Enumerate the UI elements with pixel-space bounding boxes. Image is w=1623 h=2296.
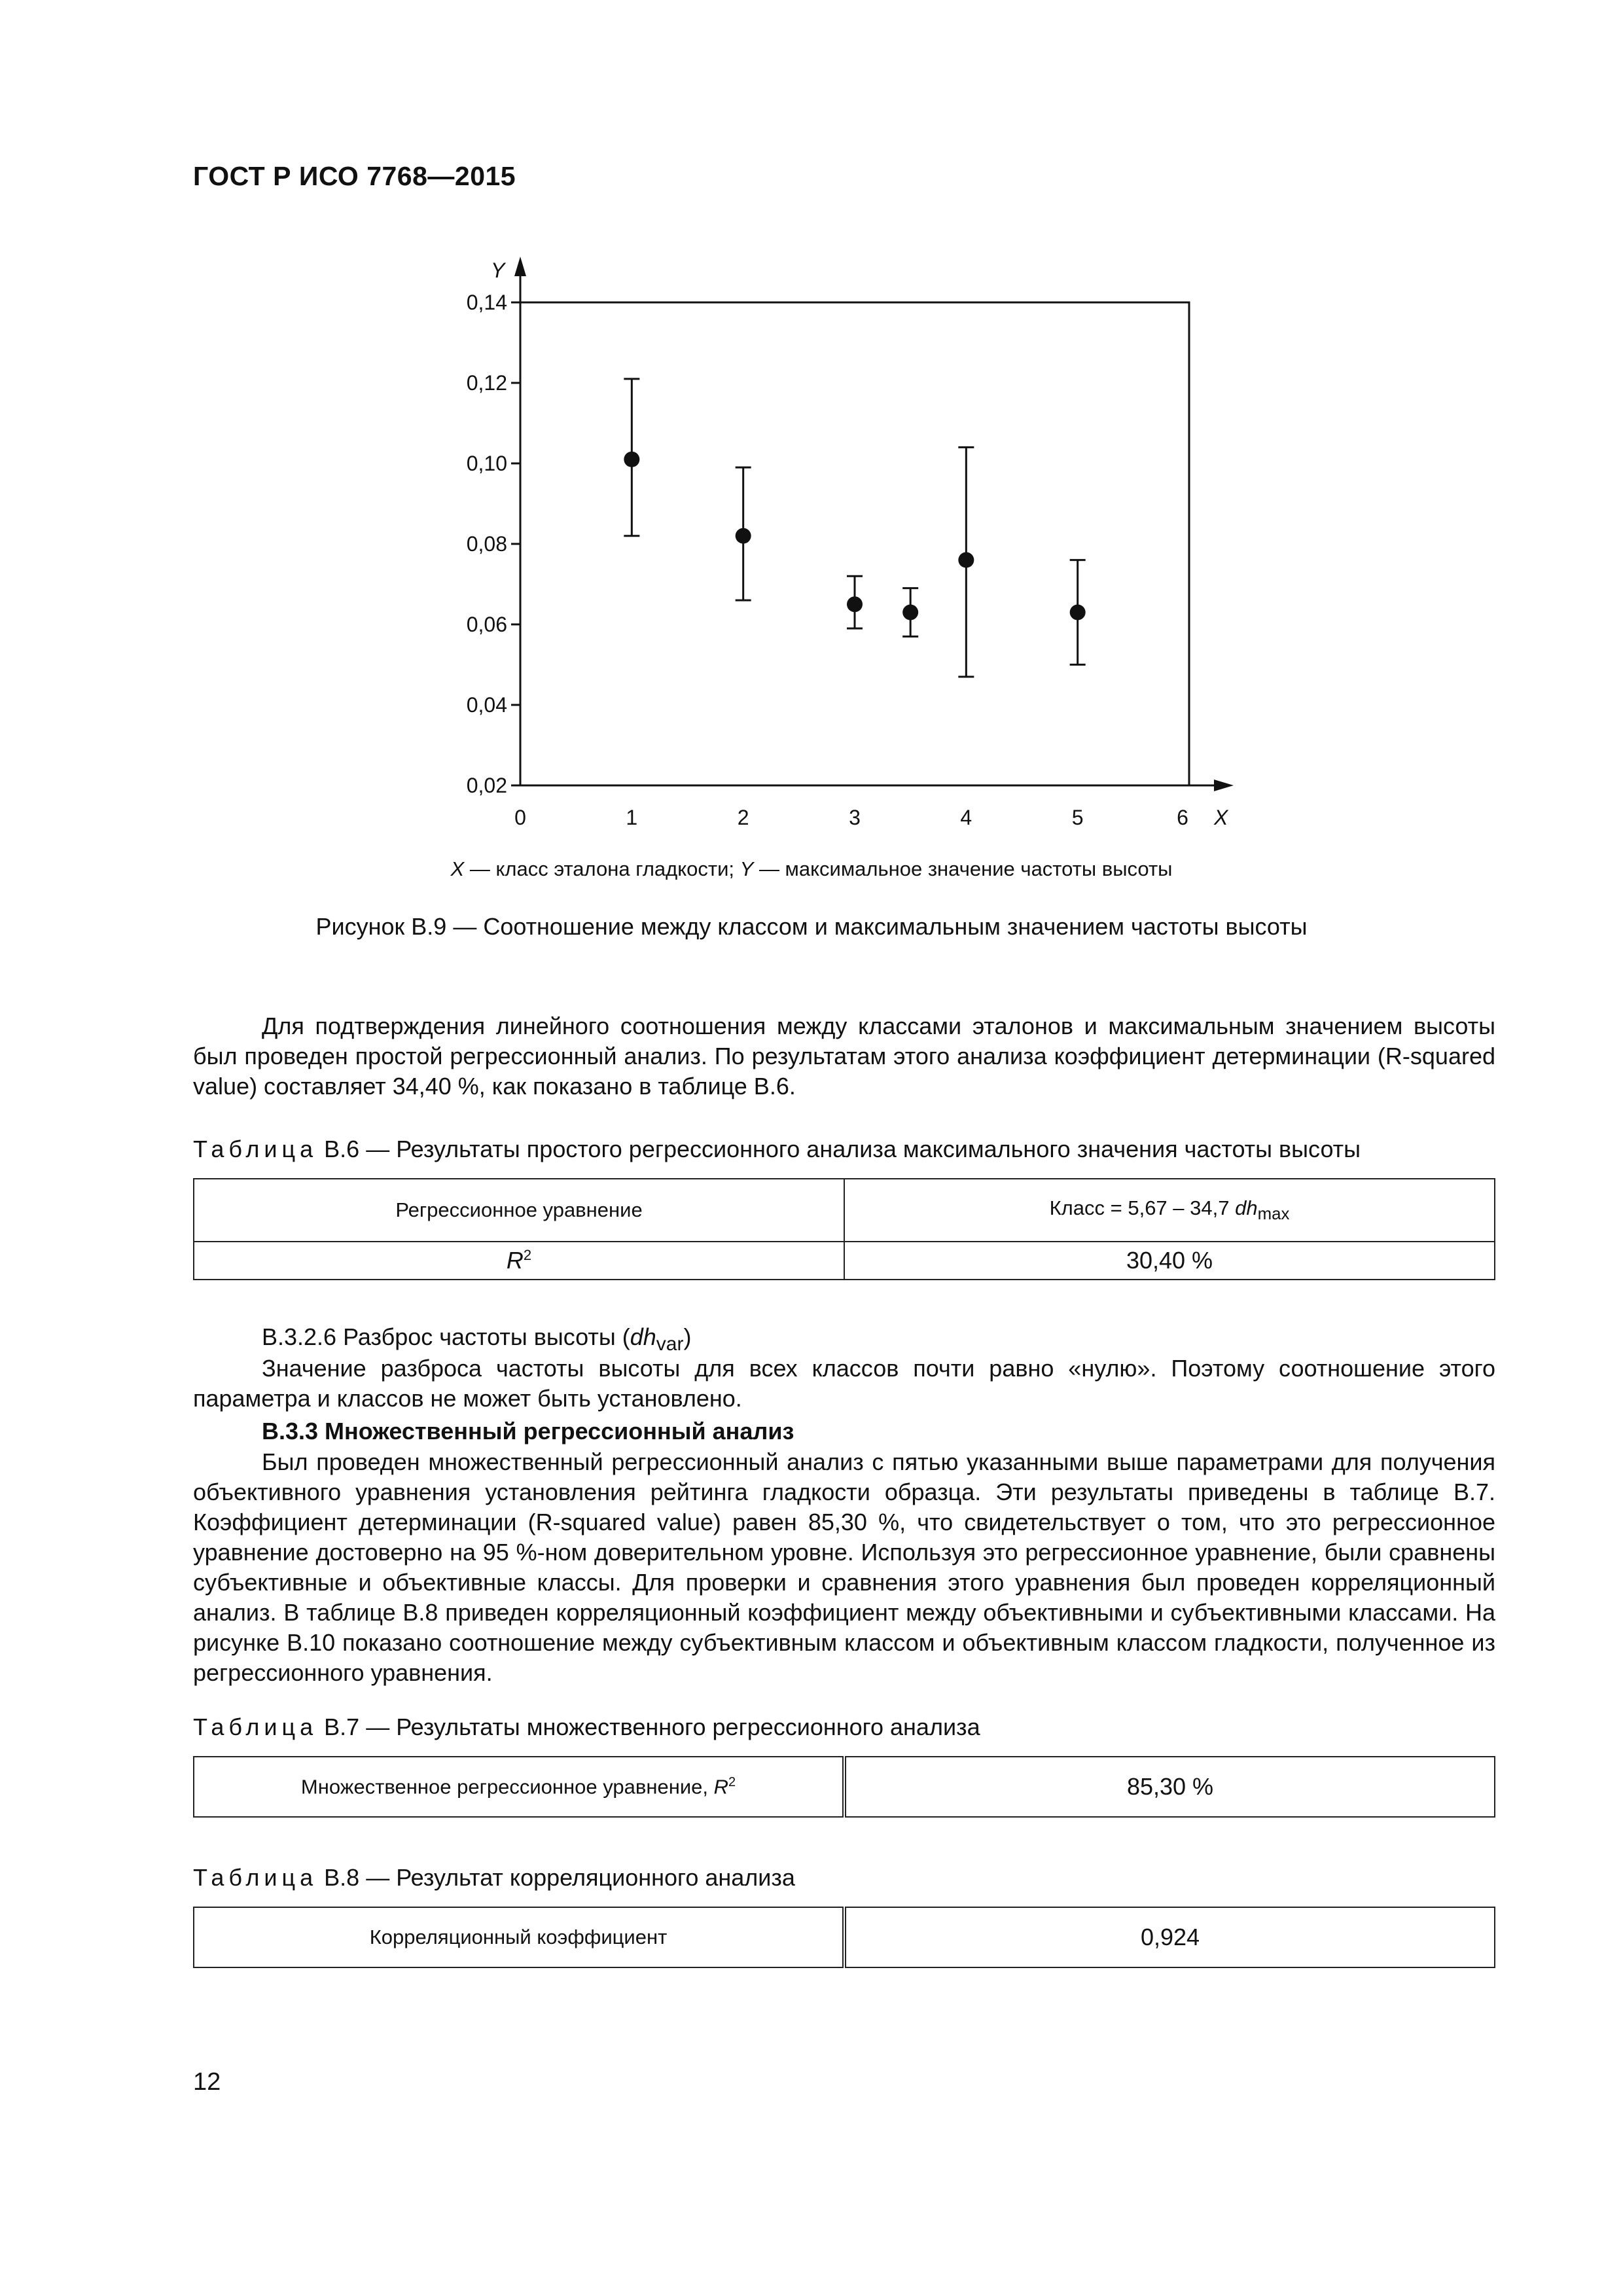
legend-y-var: Y <box>740 857 754 880</box>
table6-equation-sub: max <box>1257 1205 1290 1224</box>
table-row <box>194 1179 1495 1242</box>
data-point <box>847 596 863 612</box>
data-point <box>736 528 751 544</box>
table8-label: Таблица <box>193 1864 318 1891</box>
table6-r-sup: 2 <box>523 1247 532 1263</box>
y-tick-label: 0,04 <box>466 693 507 717</box>
y-tick-label: 0,06 <box>466 613 507 636</box>
x-tick-label: 0 <box>514 806 526 829</box>
table7-r-var: R <box>713 1775 728 1799</box>
b326-heading-sub: var <box>656 1333 684 1355</box>
b326-heading-suffix: ) <box>683 1323 692 1350</box>
b326-heading-prefix: В.3.2.6 Разброс частоты высоты ( <box>262 1323 630 1350</box>
figure-caption: Рисунок В.9 — Соотношение между классом и максимальным значением частоты высоты <box>315 913 1308 940</box>
table6-equation-var: dh <box>1235 1196 1258 1219</box>
y-axis-label: Y <box>491 259 505 282</box>
table7-label-text: Множественное регрессионное уравнение, <box>300 1775 714 1799</box>
chart-marks <box>624 379 1085 677</box>
table6-equation-prefix: Класс = 5,67 – 34,7 <box>1049 1196 1236 1219</box>
table6-title <box>193 1136 1361 1163</box>
table6-cell-equation-label: Регрессионное уравнение <box>194 1179 844 1242</box>
table6 <box>193 1178 1495 1280</box>
page-number: 12 <box>193 2068 221 2096</box>
section-b33-heading: В.3.3 Множественный регрессионный анализ <box>262 1418 794 1444</box>
table-row <box>194 1242 1495 1280</box>
table6-r-var: R <box>506 1247 524 1274</box>
y-axis-arrow-icon <box>514 257 526 276</box>
table7-label: Таблица <box>193 1713 318 1740</box>
data-point <box>624 452 639 467</box>
x-tick-label: 5 <box>1071 806 1084 829</box>
x-tick-label: 6 <box>1177 806 1188 829</box>
table7-cell-label <box>194 1757 844 1817</box>
table7-title-text: В.7 — Результаты множественного регрессионного анализа <box>317 1713 980 1740</box>
table8-title-text: В.8 — Результат корреляционного анализа <box>317 1864 795 1891</box>
x-tick-label: 3 <box>849 806 861 829</box>
section-b326-text: Значение разброса частоты высоты для всех классов почти равно «нулю». Поэтому соотношение этого параметра и классов не может быть установлено. <box>193 1355 1495 1412</box>
table6-cell-equation <box>844 1179 1495 1242</box>
scatter-chart <box>419 249 1283 864</box>
table8 <box>193 1907 1495 1968</box>
data-point <box>1070 605 1086 620</box>
table8-cell-label: Корреляционный коэффициент <box>194 1907 844 1967</box>
y-tick-label: 0,12 <box>466 371 507 395</box>
table6-cell-r2-value: 30,40 % <box>844 1242 1495 1280</box>
legend-x-text: — класс эталона гладкости; <box>464 857 740 880</box>
y-tick-label: 0,08 <box>466 532 507 556</box>
table7 <box>193 1756 1495 1818</box>
chart-axes <box>491 257 1234 829</box>
document-header: ГОСТ Р ИСО 7768—2015 <box>193 161 516 191</box>
table8-title <box>193 1864 795 1892</box>
figure-legend <box>0 857 1623 881</box>
legend-y-text: — максимальное значение частоты высоты <box>753 857 1173 880</box>
section-b33-text: Был проведен множественный регрессионный анализ с пятью указанными выше параметрами для получения объективного уравнения установления рейтинга гладкости образца. Эти результаты приведены в таблице В.7. Коэффициент детерминации (R-squared value) равен 85,30 %, что свидетельствует о том, что это регрессионное уравнение достоверно на 95 %-ном доверительном уровне. Используя это регрессионное уравнение, были сравнены субъективные и объективные классы. Для проверки и сравнения этого уравнения был проведен корреляционный анализ. В таблице В.8 приведен корреляционный коэффициент между объективными и субъективными классами. На рисунке В.10 показано соотношение между субъективным классом и объективным классом гладкости, полученное из регрессионного уравнения. <box>193 1448 1495 1686</box>
table6-label: Таблица <box>193 1136 318 1162</box>
table6-cell-r2-label <box>194 1242 844 1280</box>
data-point <box>902 605 918 620</box>
y-tick-label: 0,14 <box>466 291 507 314</box>
b326-heading-var: dh <box>630 1323 656 1350</box>
table6-title-text: В.6 — Результаты простого регрессионного анализа максимального значения частоты высоты <box>317 1136 1361 1162</box>
x-tick-label: 2 <box>737 806 749 829</box>
table-row <box>194 1757 1495 1817</box>
data-point <box>958 552 974 568</box>
table8-cell-value: 0,924 <box>844 1907 1495 1967</box>
x-tick-label: 4 <box>960 806 972 829</box>
x-axis-arrow-icon <box>1214 780 1234 791</box>
plot-frame <box>520 302 1189 785</box>
table7-title <box>193 1713 980 1741</box>
table7-r-sup: 2 <box>728 1774 736 1789</box>
table-row <box>194 1907 1495 1967</box>
x-tick-label: 1 <box>626 806 638 829</box>
y-tick-label: 0,02 <box>466 774 507 797</box>
y-tick-label: 0,10 <box>466 452 507 475</box>
table7-cell-value: 85,30 % <box>844 1757 1495 1817</box>
x-axis-label: X <box>1214 806 1228 829</box>
legend-x-var: X <box>450 857 465 880</box>
paragraph-regression-intro: Для подтверждения линейного соотношения между классами эталонов и максимальным значением высоты был проведен простой регрессионный анализ. По результатам этого анализа коэффициент детерминации (R-squared value) составляет 34,40 %, как показано в таблице В.6. <box>193 1013 1495 1100</box>
